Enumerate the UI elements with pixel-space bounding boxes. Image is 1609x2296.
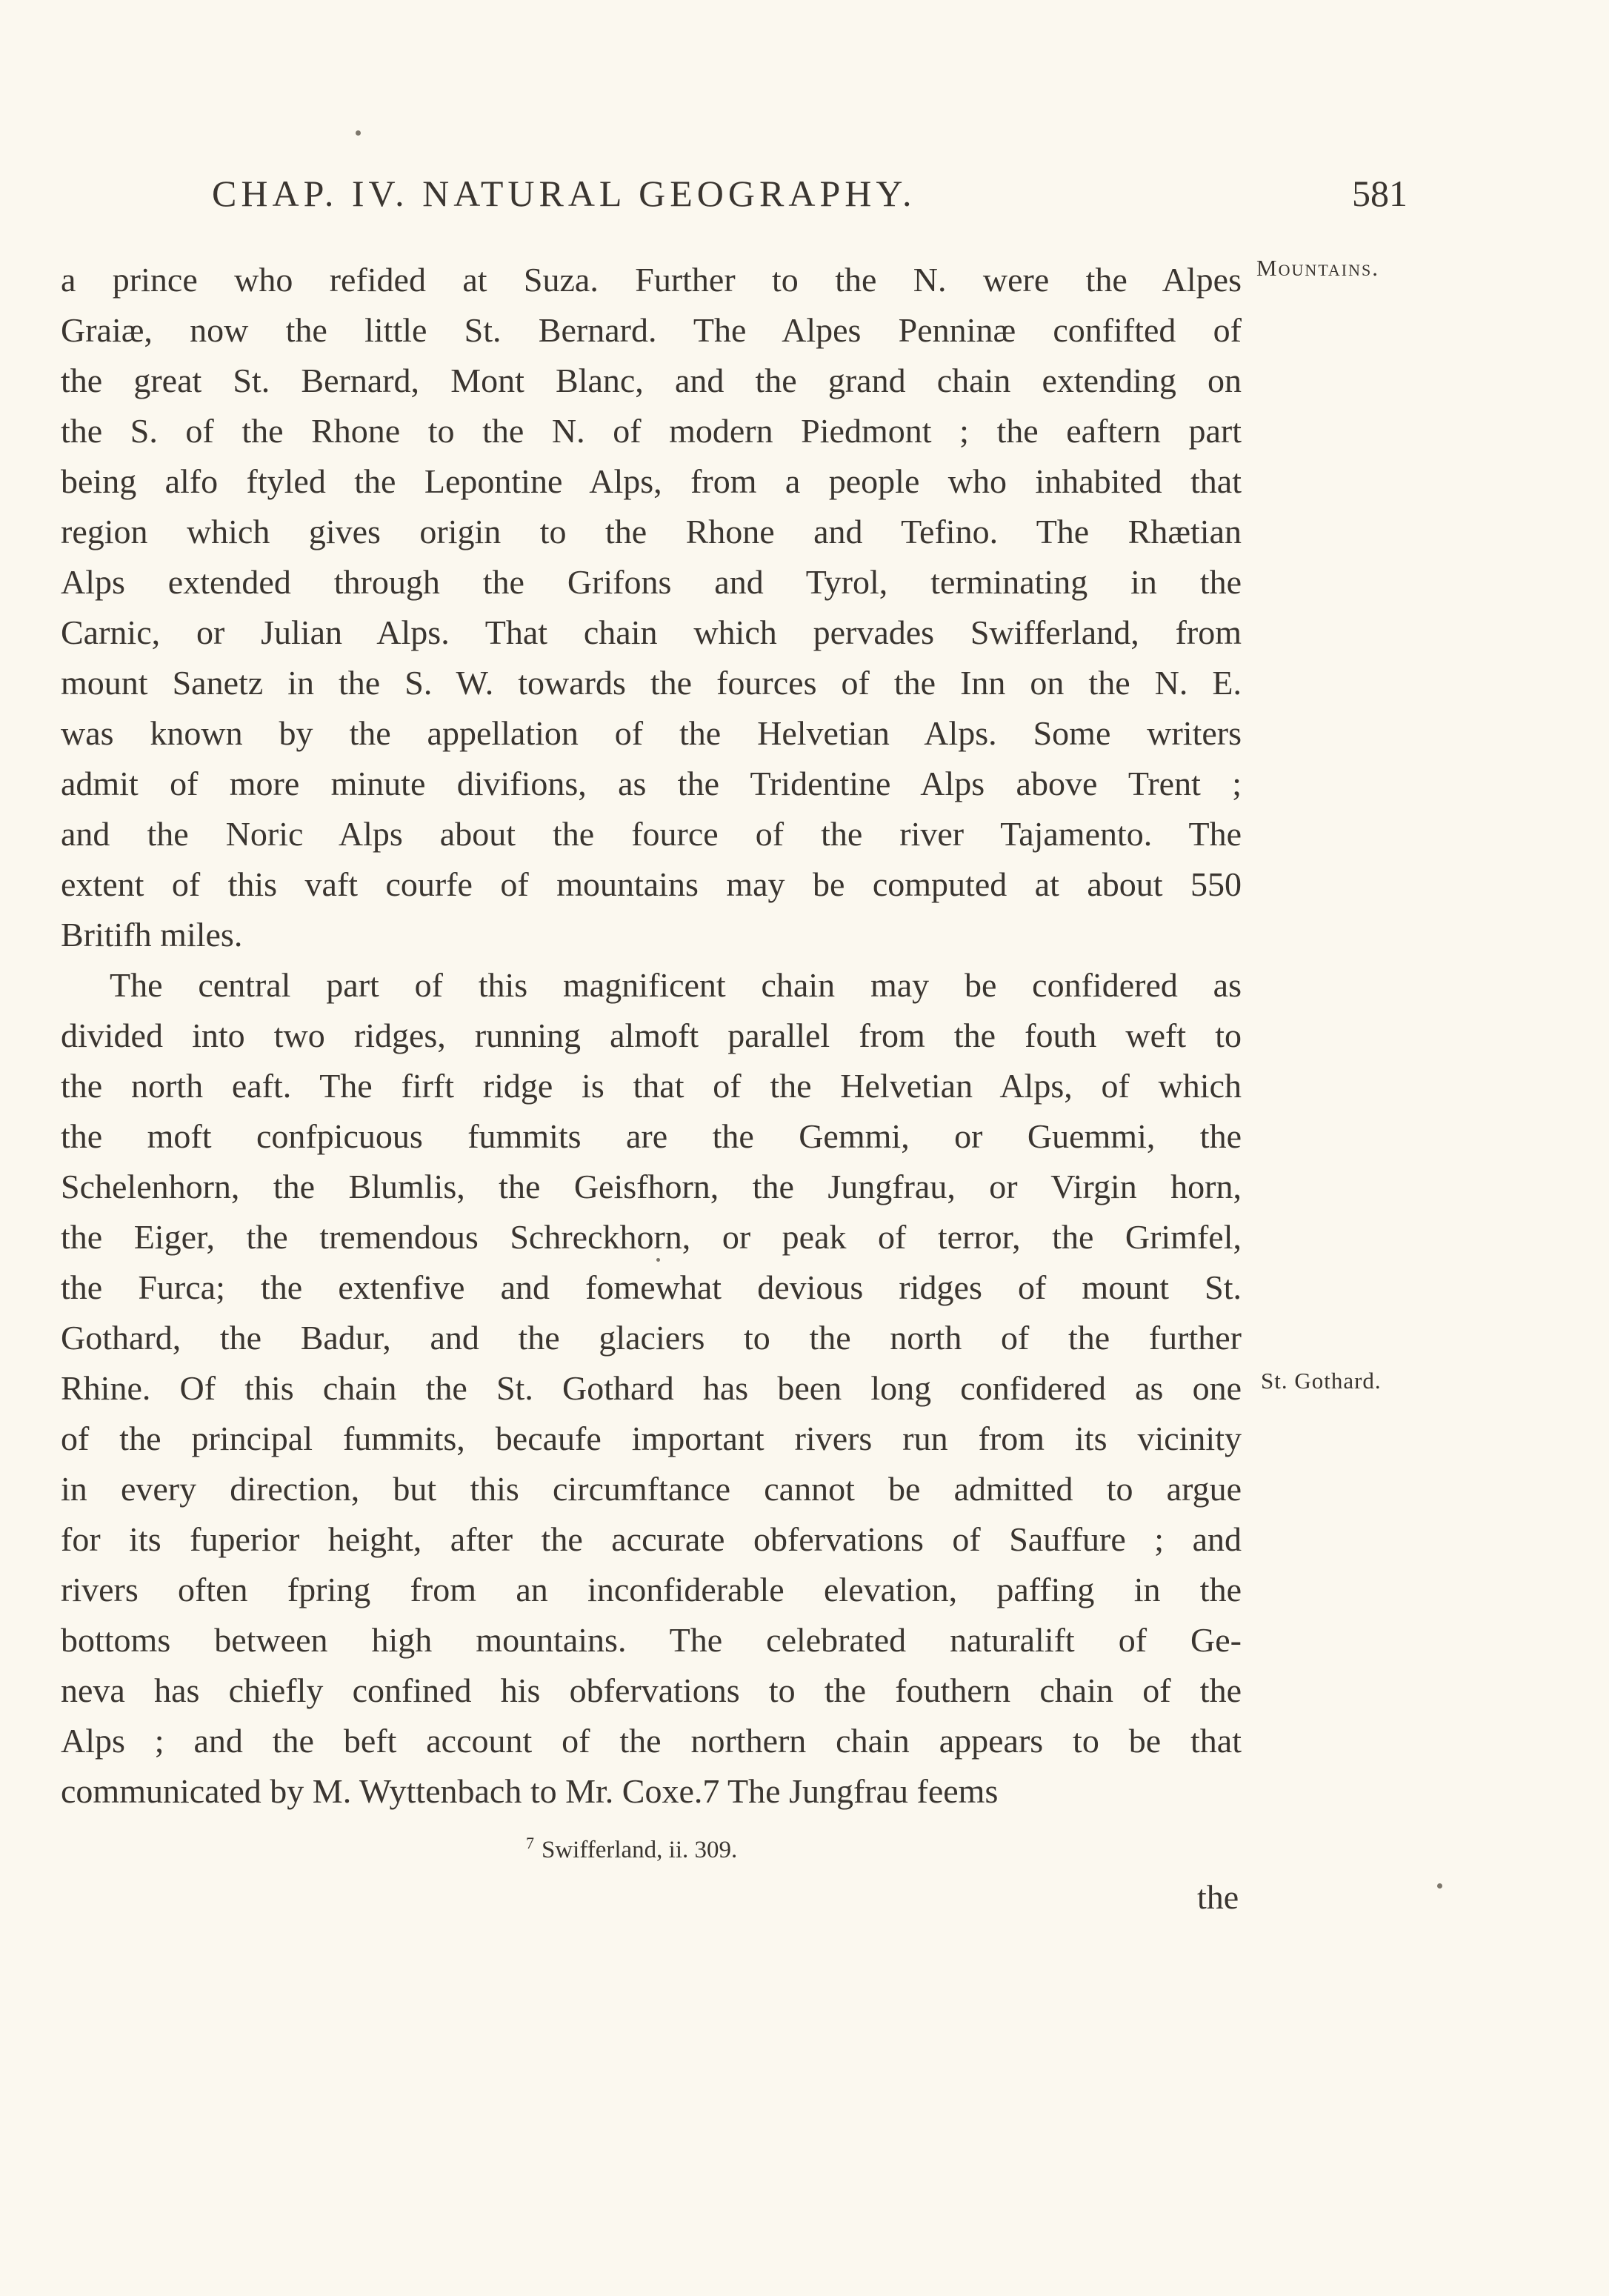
text-line: the S. of the Rhone to the N. of modern Piedmont ; the eaftern part [61, 412, 1242, 450]
body-text [61, 255, 1242, 1817]
running-head: CHAP. IV. NATURAL GEOGRAPHY. [212, 173, 916, 214]
paper-fleck [356, 130, 361, 136]
text-line: Alps extended through the Grifons and Tyrol, terminating in the [61, 563, 1242, 601]
paper-fleck [1437, 1883, 1442, 1889]
text-line: being alfo ftyled the Lepontine Alps, from a people who inhabited that [61, 462, 1242, 500]
footnote-text: Swifferland, ii. 309. [542, 1837, 738, 1863]
text-line: Graiæ, now the little St. Bernard. The Alpes Penninæ confifted of [61, 311, 1242, 349]
paper-fleck [656, 1258, 660, 1262]
text-line: the moft confpicuous fummits are the Gemmi, or Guemmi, the [61, 1117, 1242, 1155]
margin-note-mountains: Mountains. [1256, 255, 1379, 281]
page-number: 581 [1352, 173, 1408, 214]
page-header [212, 172, 1408, 231]
text-line: a prince who refided at Suza. Further to the N. were the Alpes [61, 261, 1242, 299]
text-line: bottoms between high mountains. The celebrated naturalift of Ge- [61, 1621, 1242, 1659]
footnote [526, 1834, 737, 1864]
footnote-marker: 7 [526, 1834, 534, 1852]
text-line: Alps ; and the beft account of the northern chain appears to be that [61, 1722, 1242, 1760]
text-line: the north eaft. The firft ridge is that of the Helvetian Alps, of which [61, 1067, 1242, 1105]
text-line: divided into two ridges, running almoft parallel from the fouth weft to [61, 1016, 1242, 1054]
text-line: the Eiger, the tremendous Schreckhorn, or peak of terror, the Grimfel, [61, 1218, 1242, 1256]
text-line: communicated by M. Wyttenbach to Mr. Coxe.7 The Jungfrau feems [61, 1772, 999, 1810]
text-line: Gothard, the Badur, and the glaciers to the north of the further [61, 1319, 1242, 1357]
text-line: of the principal fummits, becaufe important rivers run from its vicinity [61, 1420, 1242, 1457]
text-line: mount Sanetz in the S. W. towards the fources of the Inn on the N. E. [61, 664, 1242, 702]
text-line: Britifh miles. [61, 916, 243, 954]
text-line: Schelenhorn, the Blumlis, the Geisfhorn, the Jungfrau, or Virgin horn, [61, 1168, 1242, 1205]
text-line: was known by the appellation of the Helvetian Alps. Some writers [61, 714, 1242, 752]
text-line: the great St. Bernard, Mont Blanc, and the grand chain extending on [61, 362, 1242, 399]
text-line: neva has chiefly confined his obfervations to the fouthern chain of the [61, 1671, 1242, 1709]
text-line: the Furca; the extenfive and fomewhat devious ridges of mount St. [61, 1268, 1242, 1306]
text-line: Rhine. Of this chain the St. Gothard has been long confidered as one [61, 1369, 1242, 1407]
text-line: extent of this vaft courfe of mountains may be computed at about 550 [61, 865, 1242, 903]
text-line: rivers often fpring from an inconfiderable elevation, paffing in the [61, 1571, 1242, 1608]
text-line: Carnic, or Julian Alps. That chain which pervades Swifferland, from [61, 613, 1242, 651]
text-line: admit of more minute divifions, as the Tridentine Alps above Trent ; [61, 765, 1242, 802]
margin-note-st-gothard: St. Gothard. [1261, 1368, 1382, 1394]
catchword: the [1197, 1878, 1239, 1916]
text-line: in every direction, but this circumftance cannot be admitted to argue [61, 1470, 1242, 1508]
text-line: and the Noric Alps about the fource of the river Tajamento. The [61, 815, 1242, 853]
text-line: The central part of this magnificent chain may be confidered as [110, 966, 1242, 1004]
text-line: for its fuperior height, after the accurate obfervations of Sauffure ; and [61, 1520, 1242, 1558]
text-line: region which gives origin to the Rhone and Tefino. The Rhætian [61, 513, 1242, 550]
